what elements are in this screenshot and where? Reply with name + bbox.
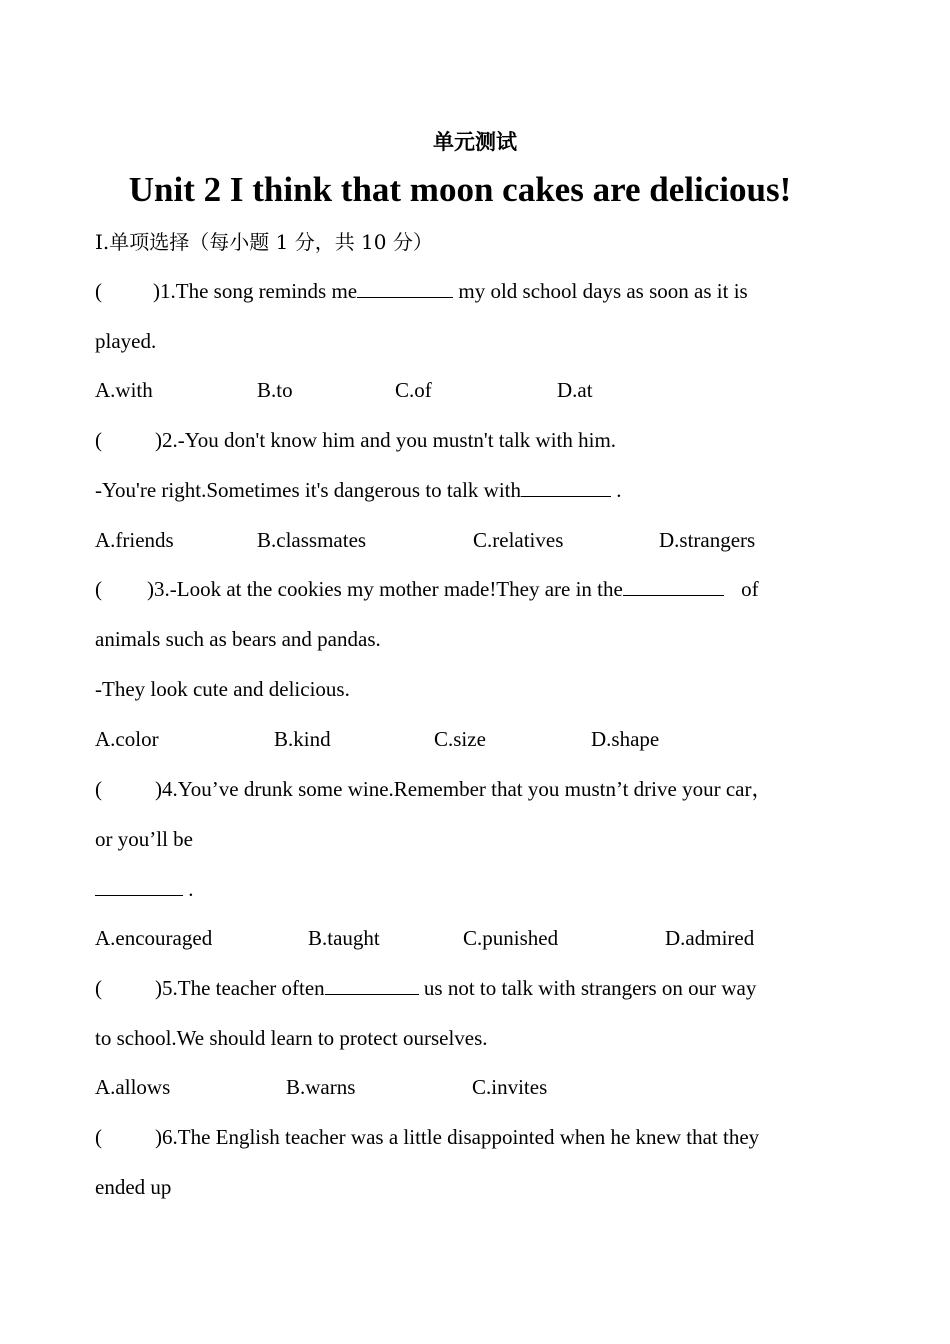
- question-5-stem-after: us not to talk with strangers on our way: [418, 976, 757, 1000]
- option-a[interactable]: A.encouraged: [95, 926, 213, 950]
- question-4-line: [95, 775, 772, 803]
- option-b[interactable]: B.warns: [286, 1075, 356, 1099]
- question-2-line: [95, 426, 616, 454]
- question-6-line: [95, 1123, 759, 1151]
- question-1-stem: )1.The song reminds me: [153, 279, 358, 303]
- question-2-reply: [95, 476, 622, 504]
- option-c[interactable]: C.relatives: [473, 528, 564, 552]
- option-b[interactable]: B.classmates: [257, 528, 367, 552]
- question-2-reply-end: .: [611, 478, 622, 502]
- page-kicker: 单元测试: [433, 130, 517, 154]
- answer-paren[interactable]: (: [95, 777, 102, 801]
- option-c[interactable]: C.invites: [472, 1075, 548, 1099]
- option-a[interactable]: A.allows: [95, 1075, 171, 1099]
- question-3-reply: -They look cute and delicious.: [95, 677, 350, 701]
- question-1-continuation: played.: [95, 329, 157, 353]
- answer-paren[interactable]: (: [95, 976, 102, 1000]
- question-3-continuation: animals such as bears and pandas.: [95, 627, 381, 651]
- option-b[interactable]: B.taught: [308, 926, 380, 950]
- option-d[interactable]: D.strangers: [659, 528, 756, 552]
- question-1-line: [95, 277, 748, 305]
- question-2-stem: )2.-You don't know him and you mustn't talk with him.: [155, 428, 617, 452]
- page-title: Unit 2 I think that moon cakes are delicious!: [128, 170, 792, 209]
- answer-blank[interactable]: [325, 974, 419, 995]
- question-4-stem: )4.You’ve drunk some wine.Remember that you mustn’t drive your car，: [155, 777, 773, 801]
- answer-paren[interactable]: (: [95, 577, 102, 601]
- option-a[interactable]: A.friends: [95, 528, 174, 552]
- question-5-continuation: to school.We should learn to protect ourselves.: [95, 1026, 488, 1050]
- answer-blank[interactable]: [95, 875, 183, 896]
- question-3-line: [95, 575, 759, 603]
- option-b[interactable]: B.kind: [274, 727, 331, 751]
- question-4-blank-end: .: [183, 877, 194, 901]
- option-b[interactable]: B.to: [257, 378, 293, 402]
- option-d[interactable]: D.admired: [665, 926, 755, 950]
- answer-paren[interactable]: (: [95, 428, 102, 452]
- answer-blank[interactable]: [521, 476, 611, 497]
- option-c[interactable]: C.size: [434, 727, 486, 751]
- question-6-continuation: ended up: [95, 1175, 172, 1199]
- answer-paren[interactable]: (: [95, 279, 102, 303]
- option-c[interactable]: C.of: [395, 378, 432, 402]
- question-4-blank-line: [95, 875, 194, 903]
- question-3-stem: )3.-Look at the cookies my mother made!They are in the: [147, 577, 623, 601]
- option-d[interactable]: D.at: [557, 378, 593, 402]
- question-2-reply-text: -You're right.Sometimes it's dangerous to talk with: [95, 478, 521, 502]
- section-heading: I.单项选择（每小题 1 分，共 10 分）: [95, 230, 433, 254]
- question-6-stem: )6.The English teacher was a little disappointed when he knew that they: [155, 1125, 760, 1149]
- answer-blank[interactable]: [357, 277, 453, 298]
- answer-blank[interactable]: [623, 575, 724, 596]
- question-5-line: [95, 974, 756, 1002]
- question-4-continuation: or you’ll be: [95, 827, 193, 851]
- question-3-stem-after: of: [735, 577, 759, 601]
- question-1-stem-after: my old school days as soon as it is: [453, 279, 748, 303]
- answer-paren[interactable]: (: [95, 1125, 102, 1149]
- option-a[interactable]: A.with: [95, 378, 153, 402]
- question-5-stem: )5.The teacher often: [155, 976, 325, 1000]
- option-c[interactable]: C.punished: [463, 926, 559, 950]
- option-a[interactable]: A.color: [95, 727, 159, 751]
- option-d[interactable]: D.shape: [591, 727, 660, 751]
